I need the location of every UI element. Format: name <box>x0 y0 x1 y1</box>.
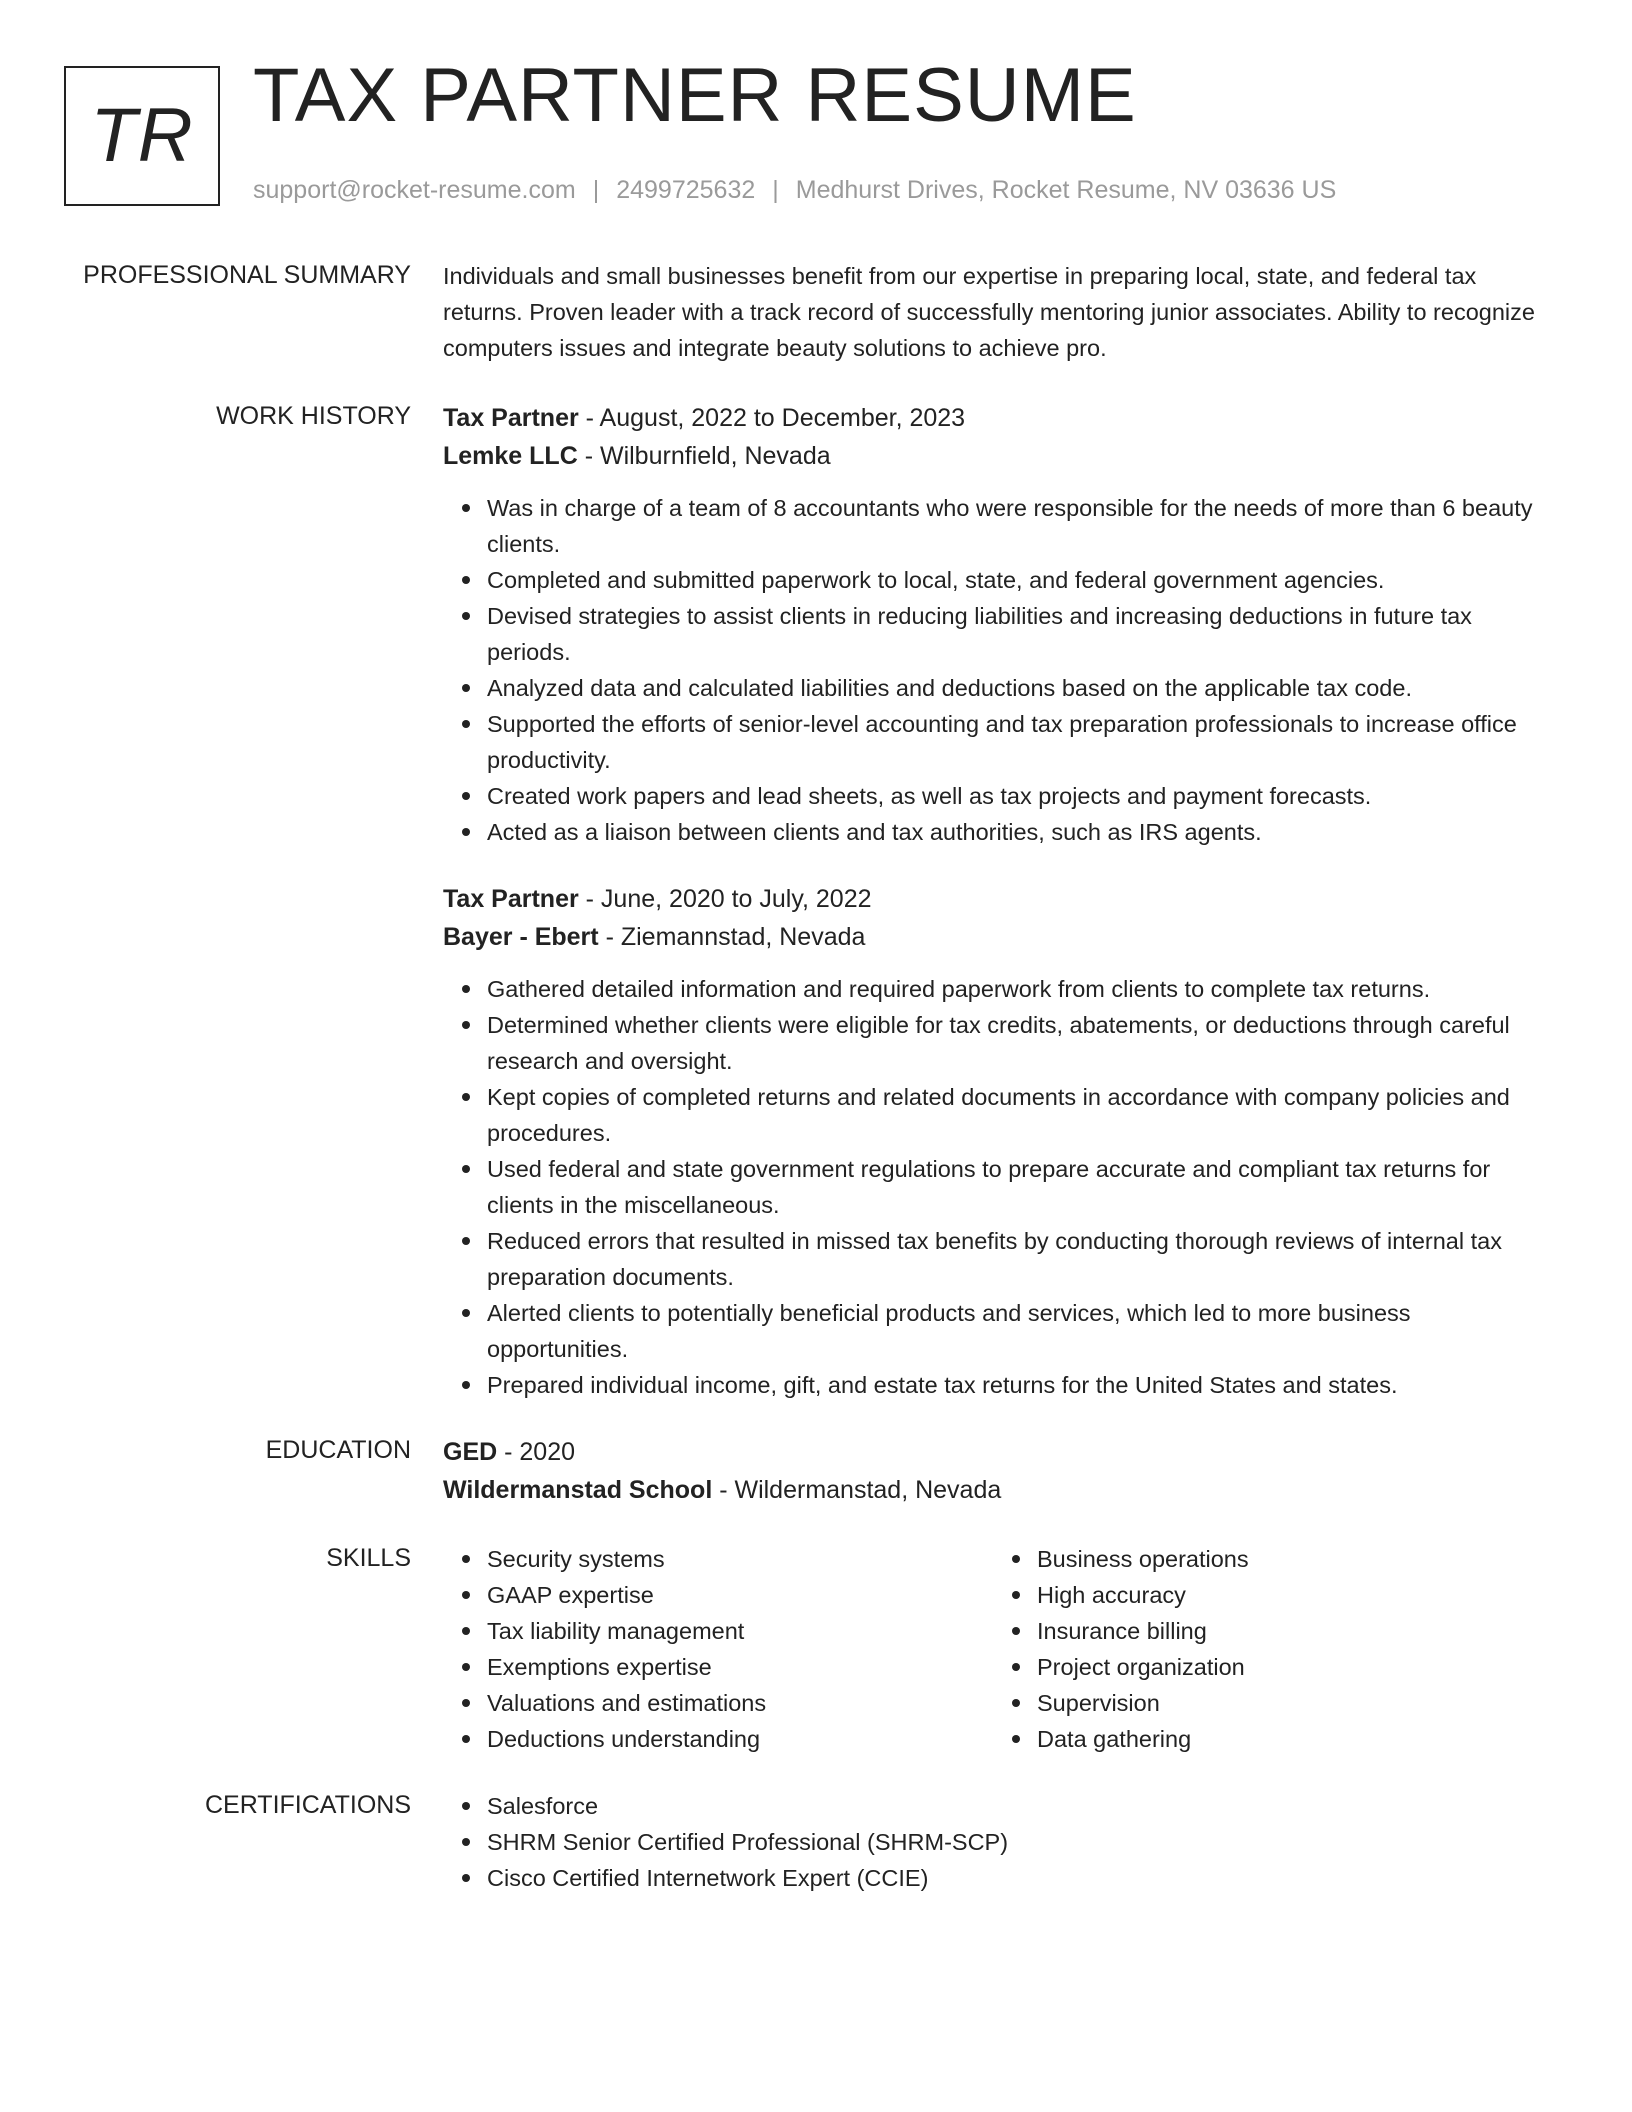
education-location: - Wildermanstad, Nevada <box>712 1476 1002 1504</box>
job-company-line <box>443 918 1543 956</box>
education-content <box>443 1433 1543 1509</box>
skill-item: Insurance billing <box>1037 1613 1543 1649</box>
job-company: Bayer - Ebert <box>443 923 599 951</box>
education-degree: GED <box>443 1438 498 1466</box>
skill-item: Exemptions expertise <box>487 1649 993 1685</box>
contact-phone[interactable]: 2499725632 <box>616 176 756 204</box>
job-bullet: Analyzed data and calculated liabilities and deductions based on the applicable tax code. <box>487 670 1543 706</box>
skill-item: Project organization <box>1037 1649 1543 1685</box>
skill-item: Business operations <box>1037 1541 1543 1577</box>
job-title: Tax Partner <box>443 885 579 913</box>
skill-item: Tax liability management <box>487 1613 993 1649</box>
job-bullet: Was in charge of a team of 8 accountants who were responsible for the needs of more than 6 beauty clients. <box>487 490 1543 562</box>
work-history-content <box>443 399 1543 1403</box>
job-title-line <box>443 399 1543 437</box>
job-bullet: Completed and submitted paperwork to local, state, and federal government agencies. <box>487 562 1543 598</box>
contact-email[interactable]: support@rocket-resume.com <box>253 176 576 204</box>
job-bullet: Acted as a liaison between clients and tax authorities, such as IRS agents. <box>487 814 1543 850</box>
certifications-list <box>443 1788 1543 1896</box>
job-bullet: Gathered detailed information and required paperwork from clients to complete tax returns. <box>487 971 1543 1007</box>
contact-separator: | <box>592 176 600 204</box>
skill-item: Deductions understanding <box>487 1721 993 1757</box>
job-bullet: Supported the efforts of senior-level accounting and tax preparation professionals to increase office productivity. <box>487 706 1543 778</box>
certification-item: Salesforce <box>487 1788 1543 1824</box>
job-company: Lemke LLC <box>443 442 578 470</box>
monogram-initials: TR <box>90 93 194 178</box>
job-bullet: Reduced errors that resulted in missed tax benefits by conducting thorough reviews of internal tax preparation documents. <box>487 1223 1543 1295</box>
job-title-line <box>443 880 1543 918</box>
job-location: - Wilburnfield, Nevada <box>577 442 831 470</box>
section-label-certifications: CERTIFICATIONS <box>204 1791 411 1819</box>
skill-item: Valuations and estimations <box>487 1685 993 1721</box>
skill-item: Security systems <box>487 1541 993 1577</box>
skill-item: GAAP expertise <box>487 1577 993 1613</box>
resume-title: TAX PARTNER RESUME <box>253 53 1137 138</box>
job-bullet-list <box>443 971 1543 1403</box>
job-bullet: Alerted clients to potentially beneficial products and services, which led to more business opportunities. <box>487 1295 1543 1367</box>
job-dates: - June, 2020 to July, 2022 <box>578 885 872 913</box>
summary-text: Individuals and small businesses benefit from our expertise in preparing local, state, and federal tax returns. Proven leader with a track record of successfully mentoring junior associates. Ability to recognize computers issues and integrate beauty solutions to achieve pro. <box>443 263 1535 361</box>
section-label-work-history: WORK HISTORY <box>216 402 411 430</box>
job-bullet: Created work papers and lead sheets, as well as tax projects and payment forecasts. <box>487 778 1543 814</box>
skill-item: High accuracy <box>1037 1577 1543 1613</box>
skills-list-right <box>993 1541 1543 1757</box>
monogram-logo <box>64 66 220 206</box>
skills-list-left <box>443 1541 993 1757</box>
skill-item: Data gathering <box>1037 1721 1543 1757</box>
education-school-line <box>443 1471 1543 1509</box>
summary-content <box>443 258 1543 366</box>
skill-item: Supervision <box>1037 1685 1543 1721</box>
certification-item: SHRM Senior Certified Professional (SHRM-SCP) <box>487 1824 1543 1860</box>
job-company-line <box>443 437 1543 475</box>
job-bullet: Devised strategies to assist clients in reducing liabilities and increasing deductions in future tax periods. <box>487 598 1543 670</box>
certifications-content <box>443 1788 1543 1896</box>
job-bullet: Determined whether clients were eligible for tax credits, abatements, or deductions through careful research and oversight. <box>487 1007 1543 1079</box>
contact-line <box>253 176 1336 205</box>
job-dates: - August, 2022 to December, 2023 <box>578 404 966 432</box>
education-year: - 2020 <box>497 1438 576 1466</box>
certification-item: Cisco Certified Internetwork Expert (CCIE) <box>487 1860 1543 1896</box>
contact-address: Medhurst Drives, Rocket Resume, NV 03636 US <box>795 176 1337 204</box>
job-location: - Ziemannstad, Nevada <box>598 923 866 951</box>
job-bullet-list <box>443 490 1543 850</box>
education-school: Wildermanstad School <box>443 1476 713 1504</box>
section-label-skills: SKILLS <box>326 1544 411 1572</box>
job-bullet: Kept copies of completed returns and related documents in accordance with company policies and procedures. <box>487 1079 1543 1151</box>
section-label-summary: PROFESSIONAL SUMMARY <box>83 261 411 289</box>
job-title: Tax Partner <box>443 404 579 432</box>
job-entry <box>443 880 1543 1403</box>
job-entry <box>443 399 1543 850</box>
contact-separator: | <box>772 176 779 204</box>
skills-content <box>443 1541 1543 1757</box>
education-degree-line <box>443 1433 1543 1471</box>
job-bullet: Prepared individual income, gift, and estate tax returns for the United States and states. <box>487 1367 1543 1403</box>
job-bullet: Used federal and state government regulations to prepare accurate and compliant tax returns for clients in the miscellaneous. <box>487 1151 1543 1223</box>
section-label-education: EDUCATION <box>265 1436 411 1464</box>
